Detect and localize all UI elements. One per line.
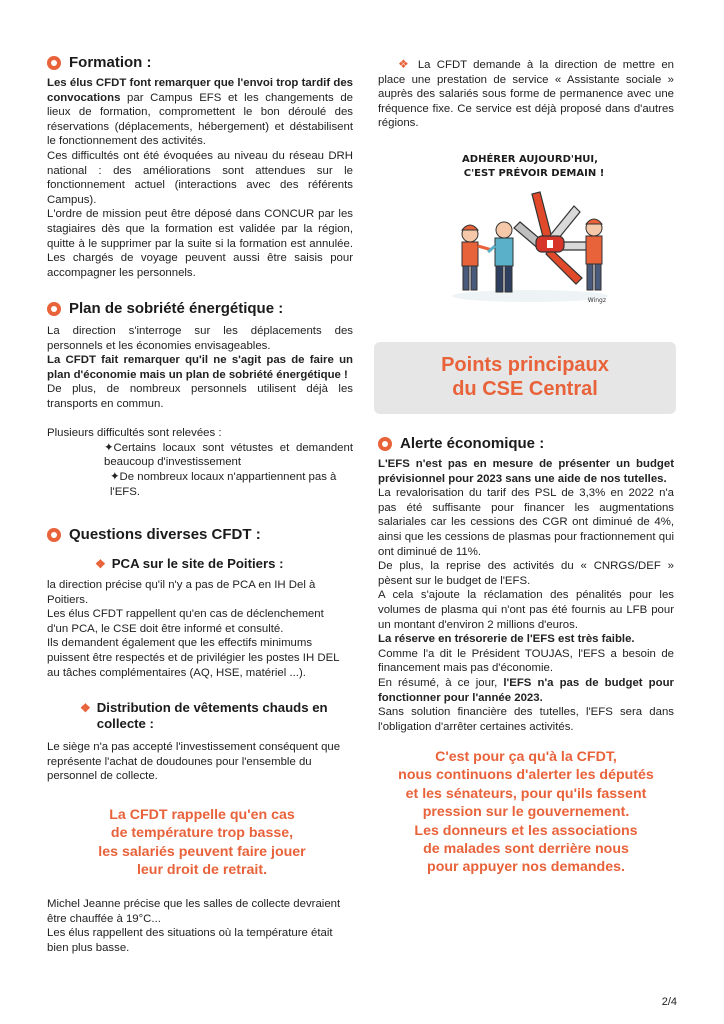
alerte-text: L'EFS n'est pas en mesure de présenter un budget prévisionnel pour 2023 sans une aide de nos tutelles. La revalorisation du tarif des PSL de 3,3% en 2022 n'a pas été suffisante pour financer les augmentations salariales car les cessions des CGR ont diminué de 4%, ainsi que les cessions de plasmas pour fractionnement qui ont diminué de 11%. De plus, la reprise des activités du « CNRGS/DEF » pèsent sur le budget de l'EFS. A cela s'ajoute la réclamation des pénalités pour les volumes de plasma qui n'ont pas été fournis au LFB pour un montant d'environ 2 millions d'euros. La réserve en trésorerie de l'EFS est très faible. Comme l'a dit le Président TOUJAS, l'EFS a besoin de financement mais pas d'économie. En résumé, à ce jour, l'EFS n'a pas de budget pour fonctionner pour l'année 2023. Sans solution financière des tutelles, l'EFS sera dans l'obligation d'arrêter certaines activités.	[378, 458, 674, 733]
cfdt-alerte-quote: C'est pour ça qu'à la CFDT, nous continuons d'alerter les députés et les sénateurs, pour qu'ils fassent pression sur le gouvernement. Les donneurs et les associations de malades sont derrière nous pour appuyer nos demandes.	[398, 749, 654, 876]
retrait-quote: La CFDT rappelle qu'en cas de température trop basse, les salariés peuvent faire jouer leur droit de retrait.	[98, 807, 306, 879]
diamond-icon: ❖	[80, 701, 91, 715]
formation-heading: Formation :	[47, 54, 152, 72]
page-number: 2/4	[661, 996, 677, 1009]
cartoon-caption-line1: ADHÉRER AUJOURD'HUI,	[462, 154, 598, 165]
alerte-heading: Alerte économique :	[378, 435, 544, 453]
vetements-heading: ❖ Distribution de vêtements chauds en collecte :	[80, 700, 328, 731]
questions-heading: Questions diverses CFDT :	[47, 526, 261, 544]
diamond-icon: ❖	[398, 57, 412, 71]
location-pin-icon	[47, 302, 61, 316]
cartoon-signature: Wingz	[587, 297, 606, 304]
pca-heading: ❖ PCA sur le site de Poitiers :	[95, 556, 284, 571]
formation-text: Les élus CFDT font remarquer que l'envoi trop tardif des convocations par Campus EFS et les changements de lieux de formation, compromettent le bon déroulé des réservations (déplacements, hébergement) et déstabilisent le fonctionnement des activités. Ces difficultés ont été évoquées au niveau du réseau DRH national : des améliorations sont attendues sur le fonctionnement actuel (interactions avec des référents Campus). L'ordre de mission peut être déposé dans CONCUR par les stagiaires dès que la formation est validée par la région, quitte à le supprimer par la suite si la formation est annulée. Les chargés de voyage peuvent aussi être saisis pour accompagner les personnels.	[47, 77, 353, 279]
vetements-text: Le siège n'a pas accepté l'investissement conséquent que représente l'achat de doudounes pour l'ensemble du personnel de collecte.	[47, 741, 341, 783]
pca-text: la direction précise qu'il n'y a pas de PCA en IH Del à Poitiers. Les élus CFDT rappellent qu'en cas de déclenchement d'un PCA, le CSE doit être informé et consulté. Ils demandent également que les effectifs minimums puissent être respectés et de privilégier les postes IH DEL au tâches complémentaires (AQ, HSE, matériel ...).	[47, 579, 340, 679]
temperature-text: Michel Jeanne précise que les salles de collecte devraient être chauffée à 19°C... Les élus rappellent des situations où la température était bien plus basse.	[47, 898, 341, 954]
location-pin-icon	[47, 56, 61, 70]
adherer-cartoon	[444, 146, 616, 306]
cartoon-caption-line2: C'EST PRÉVOIR DEMAIN !	[463, 168, 605, 179]
location-pin-icon	[378, 437, 392, 451]
location-pin-icon	[47, 528, 61, 542]
bullet-item: ✦Certains locaux sont vétustes et demandent beaucoup d'investissement	[104, 441, 353, 469]
points-principaux-banner: Points principaux du CSE Central	[374, 342, 676, 414]
sobriete-text: La direction s'interroge sur les déplacements des personnels et les économies envisageables. La CFDT fait remarquer qu'il ne s'agit pas de faire un plan d'économie mais un plan de sobriété énergétique ! De plus, de nombreux personnels utilisent déjà les transports en commun. Plusieurs difficultés sont relevées : ✦Certains locaux sont vétustes et demandent beaucoup d'investissement ✦De nombreux locaux n'appartiennent pas à l'EFS.	[47, 325, 353, 498]
bullet-item: ✦De nombreux locaux n'appartiennent pas à l'EFS.	[110, 470, 337, 498]
diamond-icon: ❖	[95, 557, 106, 571]
sobriete-heading: Plan de sobriété énergétique :	[47, 300, 283, 318]
assistante-text: ❖ La CFDT demande à la direction de mettre en place une prestation de service « Assistante sociale » auprès des salariés sous forme de permanence avec une fréquence fixe. Ce service est déjà proposé dans d'autres régions.	[378, 57, 674, 130]
